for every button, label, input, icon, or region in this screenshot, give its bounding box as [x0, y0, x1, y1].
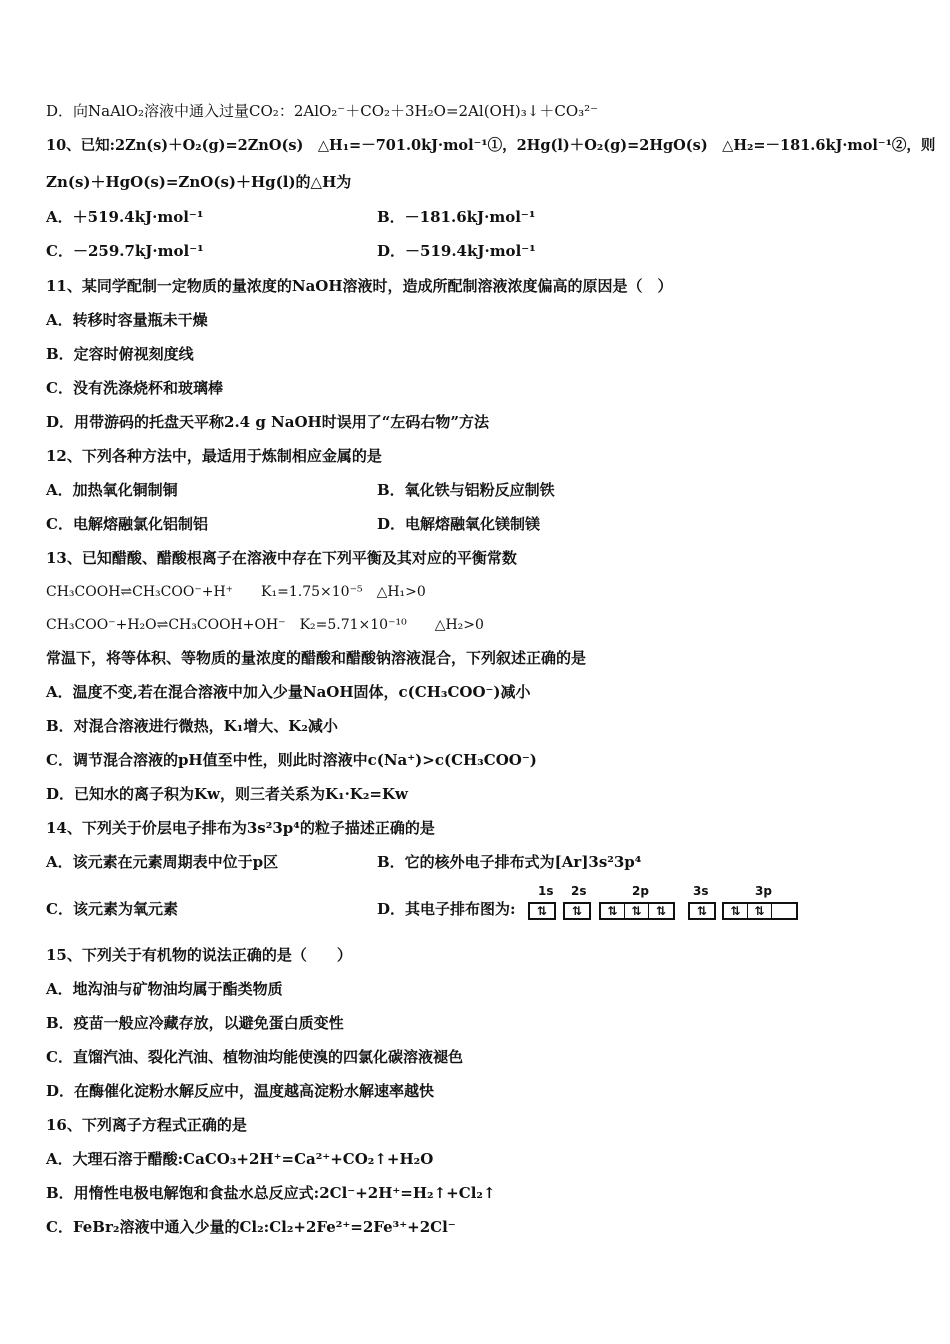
q13-stem-2: 常温下，将等体积、等物质的量浓度的醋酸和醋酸钠溶液混合，下列叙述正确的是	[46, 649, 587, 667]
q16-option-a: A．大理石溶于醋酸:CaCO₃+2H⁺=Ca²⁺+CO₂↑+H₂O	[46, 1150, 434, 1168]
orbital-diagram	[528, 884, 808, 924]
q13-option-d: D．已知水的离子积为Kw，则三者关系为K₁·K₂=Kw	[46, 785, 408, 803]
orbital-label-2p: 2p	[632, 884, 649, 898]
q14-stem: 14、下列关于价层电子排布为3s²3p⁴的粒子描述正确的是	[46, 819, 435, 837]
q10-stem-line1: 10、已知:2Zn(s)＋O₂(g)=2ZnO(s) △H₁=－701.0kJ·mol⁻¹①，2Hg(l)＋O₂(g)=2HgO(s) △H₂=－181.6kJ·mol⁻¹②，则	[46, 137, 936, 154]
q15-stem: 15、下列关于有机物的说法正确的是（ ）	[46, 946, 352, 964]
q15-option-b: B．疫苗一般应冷藏存放，以避免蛋白质变性	[46, 1014, 344, 1032]
q13-equilibrium-1: CH₃COOH⇌CH₃COO⁻+H⁺ K₁=1.75×10⁻⁵ △H₁>0	[46, 584, 426, 600]
q10-option-c: C．－259.7kJ·mol⁻¹	[46, 242, 204, 260]
q14-option-d: D．其电子排布图为:	[377, 900, 516, 918]
q11-option-a: A．转移时容量瓶未干燥	[46, 311, 208, 329]
q13-option-a: A．温度不变,若在混合溶液中加入少量NaOH固体，c(CH₃COO⁻)减小	[46, 683, 531, 701]
orbital-label-1s: 1s	[538, 884, 554, 898]
q14-option-c: C．该元素为氧元素	[46, 900, 178, 918]
orbital-cell: ⇅	[625, 904, 649, 918]
orbital-cell: ⇅	[655, 904, 667, 918]
orbital-box-3s	[688, 902, 716, 920]
orbital-cell: ⇅	[724, 904, 748, 918]
q13-stem: 13、已知醋酸、醋酸根离子在溶液中存在下列平衡及其对应的平衡常数	[46, 549, 517, 567]
q13-option-c: C．调节混合溶液的pH值至中性，则此时溶液中c(Na⁺)>c(CH₃COO⁻)	[46, 751, 537, 769]
orbital-cell: ⇅	[601, 904, 625, 918]
q9-option-d: D．向NaAlO₂溶液中通入过量CO₂：2AlO₂⁻＋CO₂＋3H₂O=2Al(OH)₃↓＋CO₃²⁻	[46, 102, 599, 120]
q15-option-c: C．直馏汽油、裂化汽油、植物油均能使溴的四氯化碳溶液褪色	[46, 1048, 463, 1066]
q10-option-a: A．＋519.4kJ·mol⁻¹	[46, 208, 204, 226]
q13-equilibrium-2: CH₃COO⁻+H₂O⇌CH₃COOH+OH⁻ K₂=5.71×10⁻¹⁰ △H₂>0	[46, 617, 484, 633]
q13-option-b: B．对混合溶液进行微热，K₁增大、K₂减小	[46, 717, 338, 735]
q16-stem: 16、下列离子方程式正确的是	[46, 1116, 247, 1134]
orbital-cell: ⇅	[571, 904, 583, 918]
q16-option-c: C．FeBr₂溶液中通入少量的Cl₂:Cl₂+2Fe²⁺=2Fe³⁺+2Cl⁻	[46, 1218, 456, 1236]
orbital-cell: ⇅	[748, 904, 772, 918]
orbital-cell	[772, 904, 796, 918]
orbital-cell: ⇅	[696, 904, 708, 918]
q11-option-c: C．没有洗涤烧杯和玻璃棒	[46, 379, 223, 397]
orbital-box-2p	[599, 902, 675, 920]
q14-option-b: B．它的核外电子排布式为[Ar]3s²3p⁴	[377, 853, 642, 871]
orbital-box-2s	[563, 902, 591, 920]
q12-option-b: B．氧化铁与铝粉反应制铁	[377, 481, 555, 499]
orbital-label-3s: 3s	[693, 884, 709, 898]
q11-option-b: B．定容时俯视刻度线	[46, 345, 194, 363]
q10-option-b: B．－181.6kJ·mol⁻¹	[377, 208, 536, 226]
q10-stem-line2: Zn(s)＋HgO(s)=ZnO(s)＋Hg(l)的△H为	[46, 173, 352, 191]
q11-stem: 11、某同学配制一定物质的量浓度的NaOH溶液时，造成所配制溶液浓度偏高的原因是（ ）	[46, 277, 673, 295]
orbital-cell: ⇅	[536, 904, 548, 918]
orbital-box-3p	[722, 902, 798, 920]
q12-option-a: A．加热氧化铜制铜	[46, 481, 178, 499]
q12-option-c: C．电解熔融氯化铝制铝	[46, 515, 208, 533]
orbital-label-2s: 2s	[571, 884, 587, 898]
q11-option-d: D．用带游码的托盘天平称2.4 g NaOH时误用了“左码右物”方法	[46, 413, 489, 431]
q12-stem: 12、下列各种方法中，最适用于炼制相应金属的是	[46, 447, 382, 465]
q12-option-d: D．电解熔融氧化镁制镁	[377, 515, 541, 533]
orbital-label-3p: 3p	[755, 884, 772, 898]
q14-option-a: A．该元素在元素周期表中位于p区	[46, 853, 279, 871]
q16-option-b: B．用惰性电极电解饱和食盐水总反应式:2Cl⁻+2H⁺=H₂↑+Cl₂↑	[46, 1184, 496, 1202]
orbital-box-1s	[528, 902, 556, 920]
q15-option-d: D．在酶催化淀粉水解反应中，温度越高淀粉水解速率越快	[46, 1082, 435, 1100]
q15-option-a: A．地沟油与矿物油均属于酯类物质	[46, 980, 283, 998]
q10-option-d: D．－519.4kJ·mol⁻¹	[377, 242, 536, 260]
